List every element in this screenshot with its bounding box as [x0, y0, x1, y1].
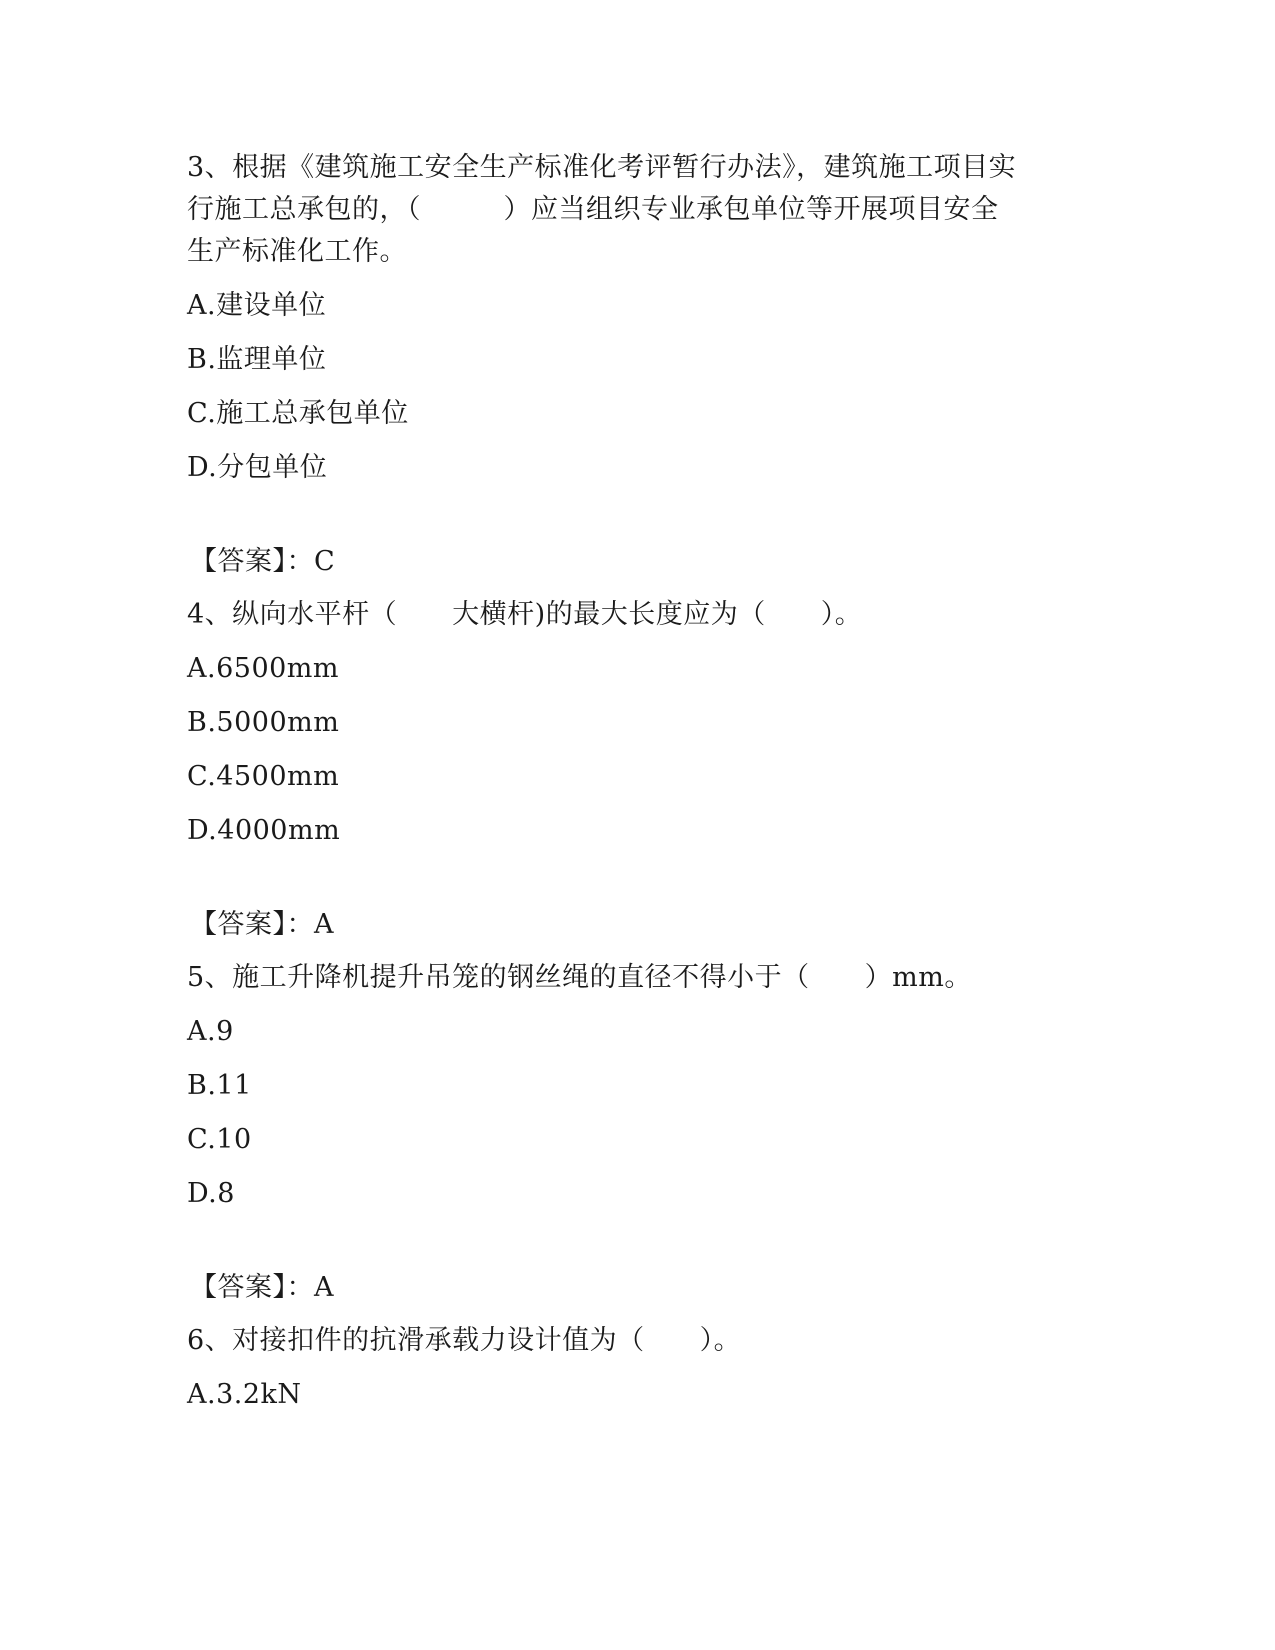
question-3-option-d: D.分包单位: [187, 452, 328, 483]
question-3-option-a: A.建设单位: [187, 290, 327, 321]
question-3-answer: 【答案】：C: [190, 546, 336, 577]
question-4-answer: 【答案】：A: [190, 909, 334, 940]
question-6-stem: 6、对接扣件的抗滑承载力设计值为（ ）。: [187, 1325, 742, 1356]
question-5-option-a: A.9: [187, 1016, 234, 1047]
question-6-option-a: A.3.2kN: [187, 1379, 302, 1410]
question-3-stem-line-3: 生产标准化工作。: [187, 236, 407, 267]
question-4-option-d: D.4000mm: [187, 815, 341, 846]
question-3-stem-line-1: 3、根据《建筑施工安全生产标准化考评暂行办法》，建筑施工项目实: [187, 152, 1017, 183]
question-3-stem-line-2: 行施工总承包的，（ ）应当组织专业承包单位等开展项目安全: [187, 194, 999, 225]
question-4-option-b: B.5000mm: [187, 707, 340, 738]
question-4-option-c: C.4500mm: [187, 761, 340, 792]
question-5-option-d: D.8: [187, 1178, 235, 1209]
question-5-option-b: B.11: [187, 1070, 252, 1101]
question-5-option-c: C.10: [187, 1124, 252, 1155]
question-5-stem: 5、施工升降机提升吊笼的钢丝绳的直径不得小于（ ）mm。: [187, 962, 972, 993]
question-4-option-a: A.6500mm: [187, 653, 339, 684]
question-3-option-c: C.施工总承包单位: [187, 398, 409, 429]
question-4-stem: 4、纵向水平杆（ 大横杆)的最大长度应为（ ）。: [187, 599, 863, 630]
question-5-answer: 【答案】：A: [190, 1272, 334, 1303]
question-3-option-b: B.监理单位: [187, 344, 327, 375]
